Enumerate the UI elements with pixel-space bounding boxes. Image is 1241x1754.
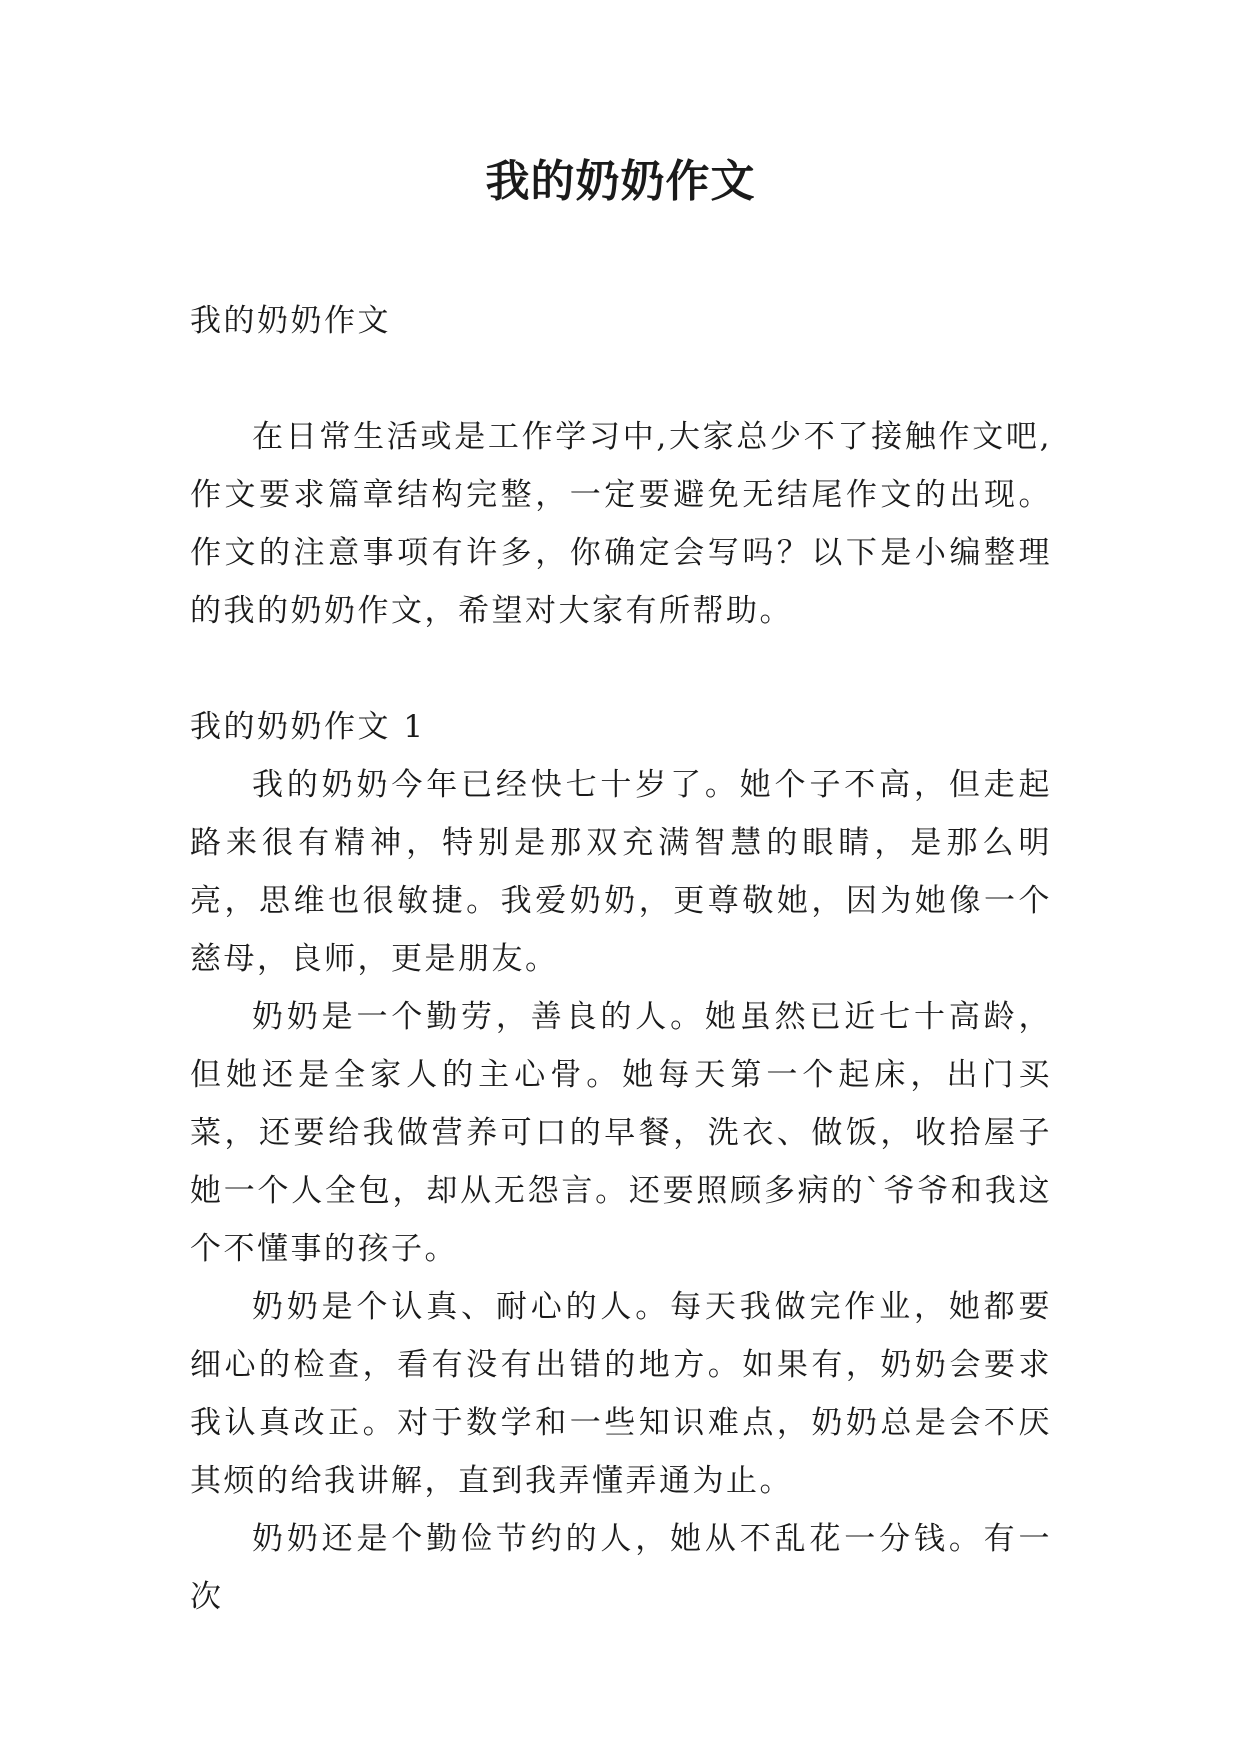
body-paragraph: 奶奶是个认真、耐心的人。每天我做完作业，她都要细心的检查，看有没有出错的地方。如果有，奶奶会要求我认真改正。对于数学和一些知识难点，奶奶总是会不厌其烦的给我讲解，直到我弄懂弄通为止。 bbox=[190, 1289, 1052, 1499]
spacer bbox=[190, 640, 1052, 698]
body-paragraph: 奶奶是一个勤劳，善良的人。她虽然已近七十高龄，但她还是全家人的主心骨。她每天第一个起床，出门买菜，还要给我做营养可口的早餐，洗衣、做饭，收拾屋子她一个人全包，却从无怨言。还要照顾多病的`爷爷和我这个不懂事的孩子。 bbox=[190, 999, 1052, 1267]
spacer bbox=[190, 350, 1052, 408]
body-paragraph: 我的奶奶今年已经快七十岁了。她个子不高，但走起路来很有精神，特别是那双充满智慧的眼睛，是那么明亮，思维也很敏捷。我爱奶奶，更尊敬她，因为她像一个慈母，良师，更是朋友。 bbox=[190, 767, 1052, 977]
section-heading: 我的奶奶作文 1 bbox=[190, 709, 426, 745]
document-body bbox=[190, 292, 1052, 1626]
document-subtitle: 我的奶奶作文 bbox=[190, 303, 391, 339]
body-paragraph: 奶奶还是个勤俭节约的人，她从不乱花一分钱。有一次 bbox=[190, 1521, 1052, 1615]
intro-paragraph: 在日常生活或是工作学习中,大家总少不了接触作文吧,作文要求篇章结构完整，一定要避免无结尾作文的出现。作文的注意事项有许多，你确定会写吗？以下是小编整理的我的奶奶作文，希望对大家有所帮助。 bbox=[190, 419, 1052, 629]
document-title: 我的奶奶作文 bbox=[485, 156, 756, 207]
